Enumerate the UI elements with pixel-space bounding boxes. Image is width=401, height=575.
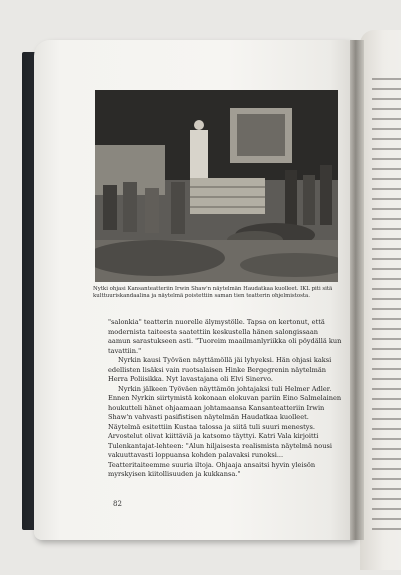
right-page-text-edge [372,70,401,538]
page-number: 82 [113,500,122,508]
stage-photograph [95,90,338,282]
body-text [108,318,342,480]
paragraph: Nyrkin jälkeen Työväen näyttämön johtajaksi tuli Helmer Adler. Ennen Nyrkin siirtymistä kokonaan elokuvan pariin Eino Salmelainen houkutteli hänet ohjaamaan johtamaansa Kansanteatteriin Irwin Shaw'n vahvasti pasifistisen näytelmän Haudatkaa kuolleet. Näytelmä esitettiin Kustaa talossa ja siitä tuli suuri menestys. Arvostelut olivat kiittäviä ja katsomo täyttyi. Katri Vala kirjoitti Tulenkantajat-lehteen: "Alun hiljaisesta realismista näytelmä nousi vakuuttavasti loppuansa kohden palavaksi runoksi... Teatteritaiteemme suuria iltoja. Ohjaaja ansaitsi hyvin yleisön myrskyisen kiitollisuuden ja kukkansa." [108,384,342,478]
paragraph: "salonkia" teatterin nuorelle älymystölle. Tapsa on kertonut, että modernista taiteesta saatettiin keskustella hänen salongissaan aamun sarastukseen asti. "Tuoreim maailmanlyriikka oli pöydällä kun tavattiin." [108,318,342,355]
paragraph: Nyrkin kausi Työväen näyttämöllä jäi lyhyeksi. Hän ohjasi kaksi edellisten lisäksi vain ruotsalaisen Hinke Bergegrenin näytelmän Herra Poliisikka. Nyt lavastajana oli Elvi Sinervo. [108,356,332,383]
book-gutter [350,40,364,540]
photo-caption: Nytki ohjasi Kansanteatteriin Irwin Shaw'n näytelmän Haudatkaa kuolleet. IKL piti sitä kulttuuriskandaalina ja näytelmä poistettiin saman tien teatterin ohjelmistosta. [93,286,333,300]
